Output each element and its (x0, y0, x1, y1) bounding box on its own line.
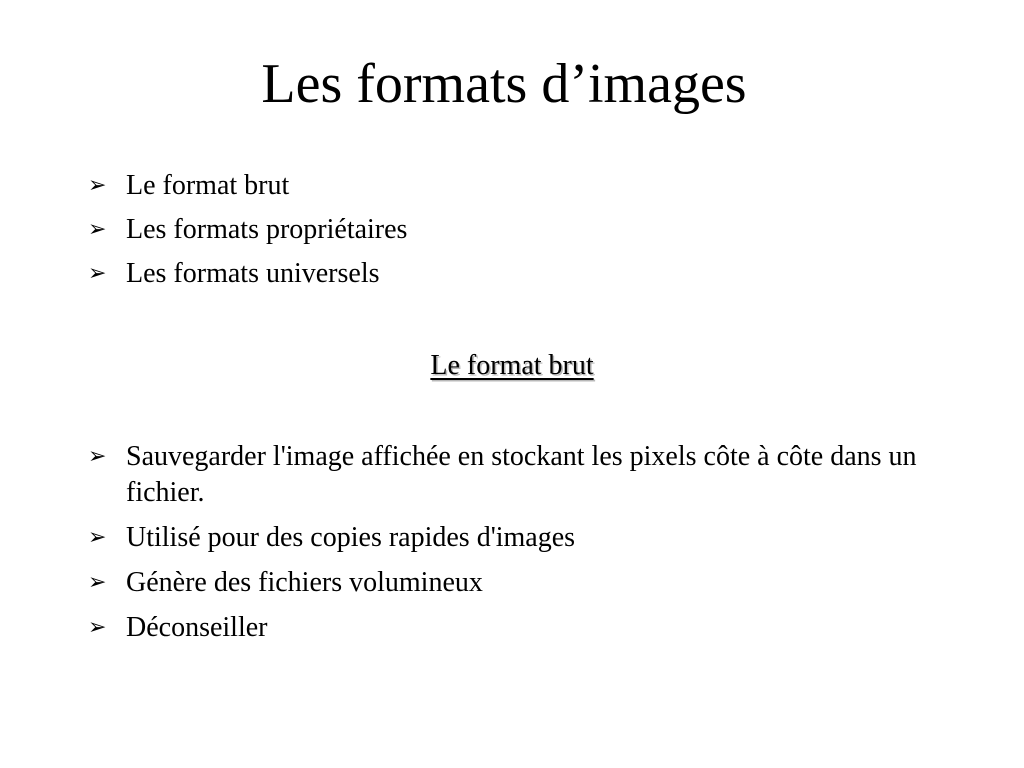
bullet-text: Les formats universels (126, 258, 380, 289)
arrowhead-bullet-icon: ➢ (88, 173, 107, 198)
list-item (88, 256, 407, 292)
list-item (88, 520, 928, 556)
section-subheading (0, 348, 1024, 384)
bullet-text: Génère des fichiers volumineux (126, 567, 483, 598)
arrowhead-bullet-icon: ➢ (88, 444, 107, 469)
list-item (88, 212, 407, 248)
subheading-text: Le format brut (430, 350, 594, 381)
list-item (88, 439, 928, 511)
bullet-text: Les formats propriétaires (126, 214, 408, 245)
detail-bullet-list (88, 439, 928, 655)
bullet-text: Utilisé pour des copies rapides d'images (126, 522, 576, 553)
arrowhead-bullet-icon: ➢ (88, 570, 107, 595)
arrowhead-bullet-icon: ➢ (88, 525, 107, 550)
intro-bullet-list (88, 168, 407, 300)
arrowhead-bullet-icon: ➢ (88, 261, 107, 286)
list-item (88, 565, 928, 601)
arrowhead-bullet-icon: ➢ (88, 615, 107, 640)
bullet-text: Déconseiller (126, 612, 268, 643)
list-item (88, 168, 407, 204)
list-item (88, 610, 928, 646)
slide-title: Les formats d’images (261, 53, 747, 115)
bullet-text: Sauvegarder l'image affichée en stockant les pixels côte à côte dans un fichier. (126, 441, 917, 508)
arrowhead-bullet-icon: ➢ (88, 217, 107, 242)
bullet-text: Le format brut (126, 170, 290, 201)
